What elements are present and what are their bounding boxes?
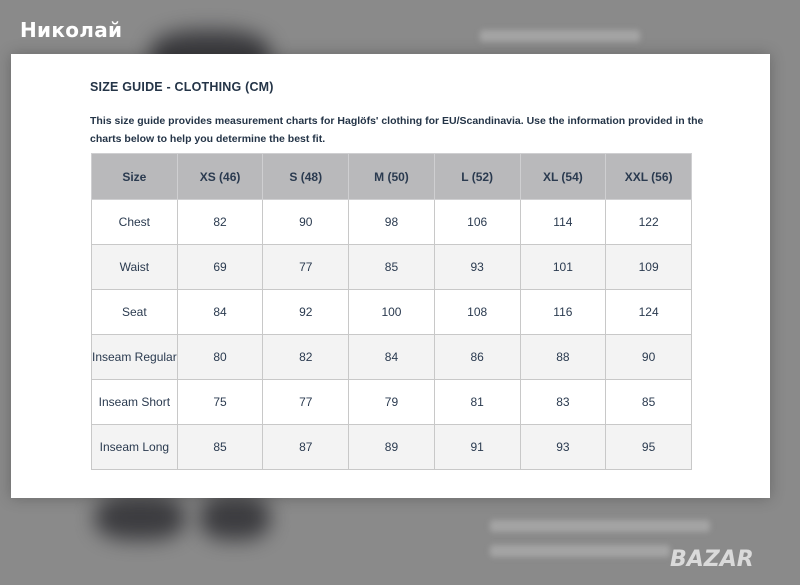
table-header-cell: XXL (56)	[606, 154, 692, 200]
table-cell: 98	[349, 200, 435, 245]
table-cell: 108	[434, 290, 520, 335]
table-header-cell: XL (54)	[520, 154, 606, 200]
table-row	[92, 200, 692, 245]
seller-name[interactable]: Николай	[20, 18, 123, 42]
row-label: Inseam Short	[92, 380, 178, 425]
table-cell: 80	[177, 335, 263, 380]
table-cell: 82	[263, 335, 349, 380]
table-header-cell: Size	[92, 154, 178, 200]
table-cell: 93	[434, 245, 520, 290]
table-row	[92, 245, 692, 290]
table-cell: 90	[263, 200, 349, 245]
row-label: Waist	[92, 245, 178, 290]
table-cell: 114	[520, 200, 606, 245]
size-table	[91, 153, 692, 470]
background-blur-shape	[95, 495, 185, 540]
table-header-cell: L (52)	[434, 154, 520, 200]
table-cell: 124	[606, 290, 692, 335]
table-cell: 83	[520, 380, 606, 425]
bazar-logo-watermark: BAZAR	[670, 547, 754, 572]
table-cell: 84	[349, 335, 435, 380]
table-cell: 77	[263, 380, 349, 425]
table-cell: 86	[434, 335, 520, 380]
row-label: Seat	[92, 290, 178, 335]
table-row	[92, 335, 692, 380]
size-guide-modal	[11, 54, 770, 498]
table-cell: 93	[520, 425, 606, 470]
table-cell: 100	[349, 290, 435, 335]
table-cell: 122	[606, 200, 692, 245]
table-cell: 95	[606, 425, 692, 470]
table-row	[92, 290, 692, 335]
table-cell: 109	[606, 245, 692, 290]
table-header-cell: XS (46)	[177, 154, 263, 200]
table-cell: 91	[434, 425, 520, 470]
row-label: Inseam Long	[92, 425, 178, 470]
table-cell: 82	[177, 200, 263, 245]
row-label: Chest	[92, 200, 178, 245]
table-header-cell: M (50)	[349, 154, 435, 200]
table-cell: 106	[434, 200, 520, 245]
table-cell: 85	[606, 380, 692, 425]
table-header-row	[92, 154, 692, 200]
table-cell: 79	[349, 380, 435, 425]
table-cell: 116	[520, 290, 606, 335]
background-blur-bar	[490, 520, 710, 532]
background-blur-bar	[490, 545, 670, 557]
guide-description: This size guide provides measurement charts for Haglöfs' clothing for EU/Scandinavia. Use the information provided in the charts below to help you determine the best fit.	[90, 115, 704, 145]
page-title: SIZE GUIDE - CLOTHING (CM)	[90, 80, 274, 94]
table-header-cell: S (48)	[263, 154, 349, 200]
table-cell: 90	[606, 335, 692, 380]
table-cell: 85	[349, 245, 435, 290]
table-row	[92, 380, 692, 425]
background-blur-bar	[480, 30, 640, 42]
table-cell: 84	[177, 290, 263, 335]
table-cell: 81	[434, 380, 520, 425]
table-cell: 69	[177, 245, 263, 290]
table-cell: 101	[520, 245, 606, 290]
table-cell: 92	[263, 290, 349, 335]
table-cell: 89	[349, 425, 435, 470]
table-cell: 75	[177, 380, 263, 425]
row-label: Inseam Regular	[92, 335, 178, 380]
table-cell: 85	[177, 425, 263, 470]
table-row	[92, 425, 692, 470]
table-cell: 88	[520, 335, 606, 380]
table-cell: 77	[263, 245, 349, 290]
table-cell: 87	[263, 425, 349, 470]
background-blur-shape	[200, 495, 270, 540]
